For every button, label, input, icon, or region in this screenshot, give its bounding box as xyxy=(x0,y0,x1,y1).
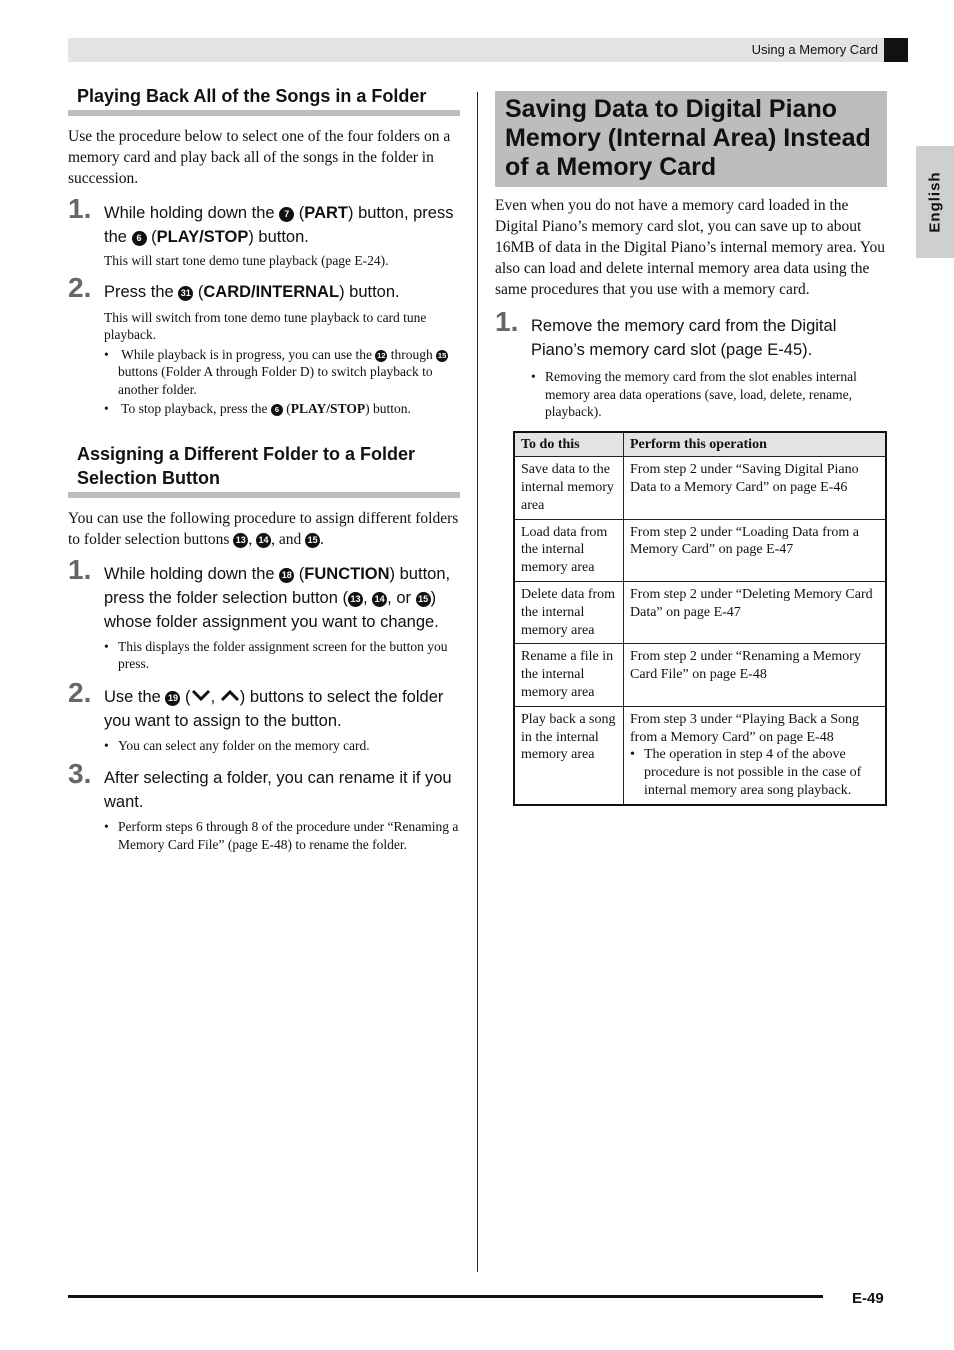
table-cell: From step 2 under “Renaming a Memory Card File” on page E-48 xyxy=(624,644,887,706)
chevron-up-icon xyxy=(220,689,240,702)
button-number-icon: 7 xyxy=(279,207,294,222)
table-row xyxy=(514,519,886,581)
bullet-item: • You can select any folder on the memory card. xyxy=(104,737,460,755)
button-number-icon: 15 xyxy=(305,533,320,548)
step-note: This will switch from tone demo tune playback to card tune playback. xyxy=(104,309,427,342)
button-number-icon: 15 xyxy=(416,592,431,607)
table-row xyxy=(514,644,886,706)
table-cell: From step 2 under “Loading Data from a Memory Card” on page E-47 xyxy=(624,519,887,581)
table-cell: From step 2 under “Deleting Memory Card Data” on page E-47 xyxy=(624,582,887,644)
step-instruction: While holding down the 18 (FUNCTION) button, press the folder selection button ( 13 , 14 , or 15 ) whose folder assignment you want to change. xyxy=(104,564,451,631)
button-number-icon: 31 xyxy=(178,286,193,301)
section-heading-assigning-folder: Assigning a Different Folder to a Folder Selection Button xyxy=(68,442,460,498)
button-number-icon: 12 xyxy=(377,350,386,360)
table-cell: Load data from the internal memory area xyxy=(514,519,624,581)
table-row xyxy=(514,706,886,804)
running-title: Using a Memory Card xyxy=(751,42,878,57)
table-cell: From step 2 under “Saving Digital Piano Data to a Memory Card” on page E-46 xyxy=(624,457,887,519)
table-row xyxy=(514,457,886,519)
step-instruction: Use the 19 ( , ) buttons to select the folder you want to assign to the button. xyxy=(104,687,444,730)
right-column xyxy=(495,91,887,806)
step-instruction: Remove the memory card from the Digital Piano’s memory card slot (page E-45). xyxy=(531,317,837,359)
table-cell: Delete data from the internal memory area xyxy=(514,582,624,644)
section-intro: Use the procedure below to select one of the four folders on a memory card and play back all of the songs in the folder in succession. xyxy=(68,128,451,187)
header-marker-block xyxy=(884,38,908,62)
procedure-step xyxy=(495,306,887,421)
step-number: 3. xyxy=(68,758,92,789)
left-column xyxy=(68,84,460,853)
step-number: 1. xyxy=(495,306,519,337)
step-number: 2. xyxy=(68,676,92,708)
bullet-item: • While playback is in progress, you can use the 12 through 15 buttons (Folder A through Folder D) to switch playback to another folder. xyxy=(104,346,460,399)
cell-note: • The operation in step 4 of the above procedure is not possible in the case of internal memory area song playback. xyxy=(630,746,879,799)
language-tab-label: English xyxy=(926,171,944,233)
step-instruction: While holding down the 7 (PART) button, press the 6 (PLAY/STOP) button. xyxy=(104,204,454,246)
procedure-step xyxy=(68,271,460,418)
running-header-bar xyxy=(68,38,888,62)
button-number-icon: 14 xyxy=(256,533,271,548)
step-number: 1. xyxy=(68,193,92,224)
table-cell: Save data to the internal memory area xyxy=(514,457,624,519)
column-header: To do this xyxy=(514,432,624,457)
language-tab xyxy=(916,146,954,258)
button-number-icon: 14 xyxy=(372,592,387,607)
procedure-step xyxy=(68,676,460,755)
step-instruction: After selecting a folder, you can rename it if you want. xyxy=(104,769,452,811)
cell-text: From step 3 under “Playing Back a Song from a Memory Card” on page E-48 xyxy=(630,711,860,745)
button-number-icon: 15 xyxy=(437,350,447,360)
step-note: This will start tone demo tune playback (page E-24). xyxy=(104,253,389,268)
page-number: E-49 xyxy=(852,1290,884,1307)
procedure-step xyxy=(68,758,460,853)
bullet-item: • This displays the folder assignment screen for the button you press. xyxy=(104,638,460,673)
button-number-icon: 13 xyxy=(233,533,248,548)
column-divider xyxy=(477,92,478,1272)
procedure-step xyxy=(68,553,460,673)
bullet-item: • Perform steps 6 through 8 of the procedure under “Renaming a Memory Card File” (page E-48) to rename the folder. xyxy=(104,818,460,853)
step-number: 2. xyxy=(68,271,92,303)
table-cell: Rename a file in the internal memory area xyxy=(514,644,624,706)
footer-rule xyxy=(68,1295,823,1298)
column-header: Perform this operation xyxy=(624,432,887,457)
button-number-icon: 6 xyxy=(132,231,147,246)
button-number-icon: 6 xyxy=(271,404,283,416)
step-number: 1. xyxy=(68,553,92,585)
table-cell xyxy=(624,706,887,804)
table-row xyxy=(514,582,886,644)
bullet-item: • Removing the memory card from the slot enables internal memory area data operations (save, load, delete, rename, playback). xyxy=(531,368,887,421)
section-title-saving-data: Saving Data to Digital Piano Memory (Internal Area) Instead of a Memory Card xyxy=(495,91,887,187)
button-number-icon: 19 xyxy=(165,691,180,706)
operations-table xyxy=(513,431,887,806)
section-heading-playing-back: Playing Back All of the Songs in a Folder xyxy=(68,84,460,116)
bullet-item: • To stop playback, press the 6 (PLAY/STOP) button. xyxy=(104,400,460,418)
button-number-icon: 18 xyxy=(279,568,294,583)
chevron-down-icon xyxy=(191,689,211,702)
section-intro: You can use the following procedure to assign different folders to folder selection buttons 13 , 14 , and 15 . xyxy=(68,509,459,548)
table-header-row xyxy=(514,432,886,457)
procedure-step xyxy=(68,193,460,270)
step-instruction: Press the 31 (CARD/INTERNAL) button. xyxy=(104,282,400,301)
button-number-icon: 13 xyxy=(348,592,363,607)
section-intro: Even when you do not have a memory card loaded in the Digital Piano’s memory card slot, you can save up to about 16MB of data in the Digital Piano’s internal memory area. You also can load and delete internal memory area data using the same procedures that you use with a memory card. xyxy=(495,197,886,298)
table-cell: Play back a song in the internal memory area xyxy=(514,706,624,804)
